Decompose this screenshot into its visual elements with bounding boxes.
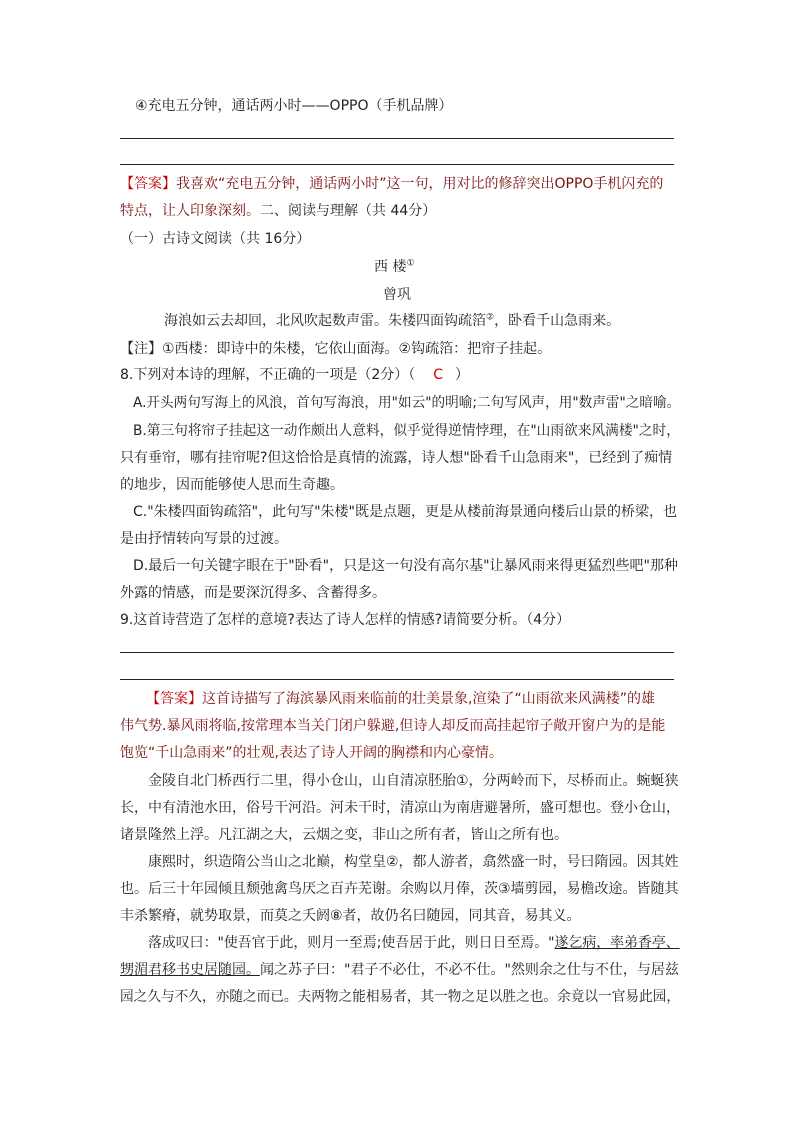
question-8-stem — [120, 365, 469, 385]
poem-title — [374, 257, 415, 277]
prose-text: 闻之苏子曰："君子不必仕，不必不仕。"然则余之仕与不仕，与居兹 — [260, 962, 679, 978]
prose-text: 落成叹曰："使吾官于此，则月一至焉;使吾居于此，则日日至焉。" — [148, 935, 555, 951]
option-b-cont: 只有垂帘，哪有挂帘呢?但这恰恰是真情的流露，诗人想"卧看千山急雨来"，已经到了痴情 — [120, 450, 673, 466]
option-c: C."朱楼四面钩疏箔"，此句写"朱楼"既是点题，更是从楼前海景通向楼后山景的桥梁，也 — [133, 504, 677, 520]
poem-body-part: 海浪如云去却回，北风吹起数声雷。朱楼四面钩疏箔 — [164, 313, 486, 329]
footnote-marker: ① — [406, 258, 415, 269]
answer-text: 我喜欢“充电五分钟，通话两小时”这一句，用对比的修辞突出OPPO手机闪充的 — [176, 176, 664, 192]
answer-tag: 【答案】 — [120, 176, 176, 192]
question-answer: C — [433, 367, 444, 383]
option-a: A.开头两句写海上的风浪，首句写海浪，用"如云"的明喻;二句写风声，用"数声雷"之暗喻。 — [133, 395, 681, 411]
answer-block-2-line2: 伟气势.暴风雨将临,按常理本当关门闭户躲避,但诗人却反而高挂起帘子敞开窗户为的是能 — [120, 718, 666, 734]
prose-line: 金陵自北门桥西行二里，得小仓山，山自清凉胚胎①，分两岭而下，尽桥而止。蜿蜒狭 — [148, 773, 679, 789]
question-option-4: ④充电五分钟，通话两小时——OPPO（手机品牌） — [135, 98, 453, 114]
prose-line: 康熙时，织造隋公当山之北巅，构堂皇②，都人游者，翕然盛一时，号曰隋园。因其姓 — [148, 854, 679, 870]
prose-line — [148, 933, 680, 953]
poem-body-part: ，卧看千山急雨来。 — [494, 313, 621, 329]
poem-title-text: 西 楼 — [374, 259, 407, 275]
prose-line: 也。后三十年园倾且颓弛禽鸟厌之百卉芜谢。余购以月俸，茨③墙剪园，易檐改途。皆随其 — [120, 881, 679, 897]
option-b-cont: 的地步，因而能够使人思而生奇趣。 — [120, 477, 344, 493]
option-c-cont: 是由抒情转向写景的过渡。 — [120, 531, 288, 547]
prose-line: 丰杀繁瘠，就势取景，而莫之夭阏⑧者，故仍名曰随园，同其音，易其义。 — [120, 908, 581, 924]
question-text: ） — [455, 367, 470, 383]
answer-block-2-line1 — [146, 689, 655, 709]
answer-text: 特点，让人印象深刻。 — [120, 203, 260, 219]
answer-blank-line — [120, 164, 674, 165]
footnote-marker: ② — [486, 312, 495, 323]
question-text: 8.下列对本诗的理解，不正确的一项是（2分）（ — [120, 367, 416, 383]
prose-line: 园之久与不久，亦随之而已。夫两物之能相易者，其一物之足以胜之也。余竟以一官易此园， — [120, 989, 680, 1005]
option-b: B.第三句将帘子挂起这一动作颇出人意料，似乎觉得逆情悖理，在"山雨欲来风满楼"之时， — [133, 423, 680, 439]
answer-blank-line — [120, 652, 674, 653]
answer-block-2-line3: 饱览“千山急雨来”的壮观,表达了诗人开阔的胸襟和内心豪情。 — [120, 745, 503, 761]
poem-body — [164, 311, 620, 331]
prose-line: 长，中有清池水田，俗号干河沿。河未干时，清凉山为南唐避暑所，盛可想也。登小仓山， — [120, 800, 680, 816]
underlined-text: 遂乞病，率弟香亭、 — [554, 935, 680, 951]
question-9-stem: 9.这首诗营造了怎样的意境?表达了诗人怎样的情感?请简要分析。（4分） — [120, 612, 571, 628]
poem-author: 曾巩 — [383, 287, 411, 303]
option-d: D.最后一句关键字眼在于"卧看"，只是这一句没有高尔基"让暴风雨来得更猛烈些吧"那种 — [133, 558, 678, 574]
section-heading: （一）古诗文阅读（共 16分） — [120, 231, 311, 247]
answer-tag: 【答案】 — [146, 691, 202, 707]
poem-note: 【注】①西楼：即诗中的朱楼，它依山面海。②钩疏箔：把帘子挂起。 — [120, 341, 552, 357]
underlined-text: 甥湄君移书史居随园。 — [120, 962, 260, 978]
answer-text: 这首诗描写了海滨暴风雨来临前的壮美景象,渲染了“山雨欲来风满楼”的雄 — [202, 691, 655, 707]
part-heading: 二、阅读与理解（共 44分） — [260, 203, 437, 219]
prose-line: 诸景隆然上浮。凡江湖之大，云烟之变，非山之所有者，皆山之所有也。 — [120, 827, 568, 843]
option-d-cont: 外露的情感，而是要深沉得多、含蓄得多。 — [120, 585, 386, 601]
answer-block-1-line2 — [120, 201, 436, 221]
answer-block-1-line1 — [120, 174, 663, 194]
answer-blank-line — [120, 679, 674, 680]
answer-blank-line — [120, 138, 674, 139]
prose-line — [120, 960, 679, 980]
